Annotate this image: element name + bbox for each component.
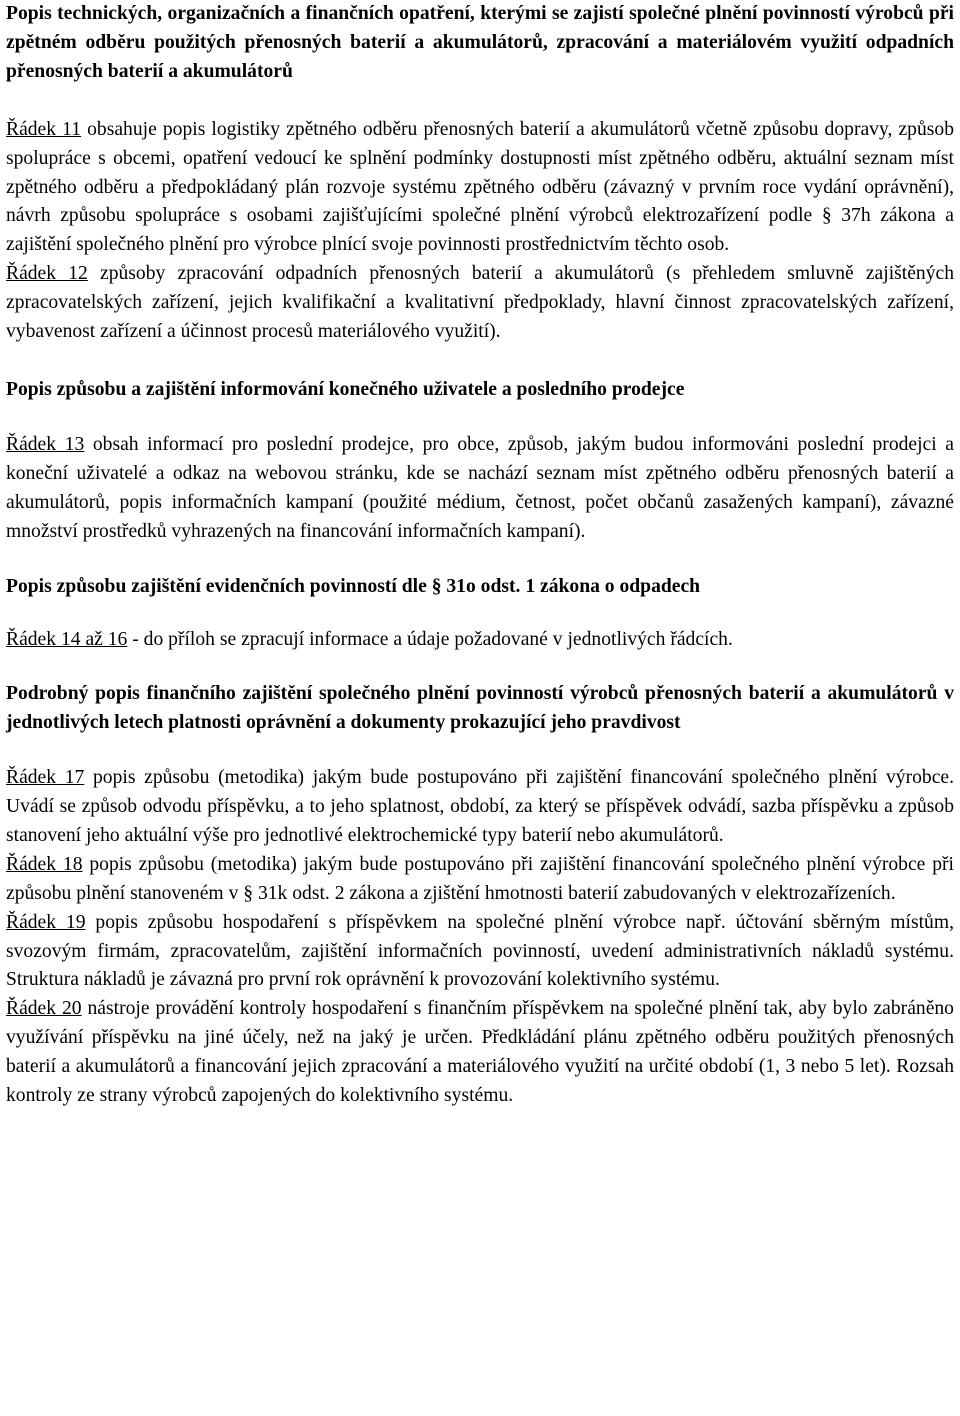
row-13-paragraph [6,431,954,547]
row-12-label: Řádek 12 [6,263,88,285]
row-18-paragraph [6,851,954,909]
row-20-text: nástroje provádění kontroly hospodaření s finančním příspěvkem na společné plnění tak, aby bylo zabráněno využívání příspěvku na jiné účely, než na jaký je určen. Předkládání plánu zpětného odběru použitých přenosných baterií a akumulátorů a financování jejich zpracování a materiálového využití na určité období (1, 3 nebo 5 let). Rozsah kontroly ze strany výrobců zapojených do kolektivního systému. [6,998,954,1107]
row-11-paragraph [6,116,954,261]
row-19-paragraph [6,909,954,996]
row-18-text: popis způsobu (metodika) jakým bude postupováno při zajištění financování společného plnění výrobce při způsobu plnění stanoveném v § 31k odst. 2 zákona a zjištění hmotnosti baterií zabudovaných v elektrozařízeních. [6,853,954,904]
spacer [6,601,954,626]
section-heading-financial: Podrobný popis finančního zajištění společného plnění povinností výrobců přenosných baterií a akumulátorů v jednotlivých letech platnosti oprávnění a dokumenty prokazující jeho pravdivost [6,683,954,734]
row-20-label: Řádek 20 [6,998,82,1020]
spacer [6,655,954,680]
row-13-label: Řádek 13 [6,433,85,455]
section-heading-records: Popis způsobu zajištění evidenčních povinností dle § 31o odst. 1 zákona o odpadech [6,575,701,597]
row-11-label: Řádek 11 [6,118,82,140]
row-13-text: obsah informací pro poslední prodejce, pro obce, způsob, jakým budou informováni poslední prodejci a koneční uživatelé a odkaz na webovou stránku, kde se nachází seznam míst zpětného odběru přenosných baterií a akumulátorů, popis informačních kampaní (použité médium, četnost, počet občanů zasažených kampaní), závazné množství prostředků vyhrazených na financování informačních kampaní). [6,433,954,542]
row-14-16-paragraph [6,626,954,655]
row-14-16-label: Řádek 14 až 16 [6,629,128,651]
row-12-text: způsoby zpracování odpadních přenosných baterií a akumulátorů (s přehledem smluvně zajištěných zpracovatelských zařízení, jejich kvalifikační a kvalitativní předpoklady, hlavní činnost zpracovatelských zařízení, vybavenost zařízení a účinnost procesů materiálového využití). [6,263,954,343]
spacer [6,405,954,431]
section-heading-technical-measures: Popis technických, organizačních a finančních opatření, kterými se zajistí společné plnění povinností výrobců při zpětném odběru použitých přenosných baterií a akumulátorů, zpracování a materiálovém využití odpadních přenosných baterií a akumulátorů [6,3,954,82]
row-14-16-text: - do příloh se zpracují informace a údaje požadované v jednotlivých řádcích. [127,629,733,651]
row-18-label: Řádek 18 [6,853,83,875]
row-11-text: obsahuje popis logistiky zpětného odběru přenosných baterií a akumulátorů včetně způsobu dopravy, způsob spolupráce s obcemi, opatření vedoucí ke splnění podmínky dostupnosti míst zpětného odběru, aktuální seznam míst zpětného odběru a předpokládaný plán rozvoje systému zpětného odběru (závazný v prvním roce vydání oprávnění), návrh způsobu spolupráce s osobami zajišťujícími společné plnění výrobců elektrozařízení podle § 37h zákona a zajištění společného plnění pro výrobce plnící svoje povinnosti prostřednictvím těchto osob. [6,118,954,256]
row-19-label: Řádek 19 [6,911,86,933]
spacer [6,347,954,376]
row-19-text: popis způsobu hospodaření s příspěvkem na společné plnění výrobce např. účtování sběrným místům, svozovým firmám, zpracovatelům, zajištění informačních povinností, uvedení administrativních nákladů systému. Struktura nákladů je závazná pro první rok oprávnění k provozování kolektivního systému. [6,911,954,991]
spacer [6,87,954,116]
row-17-label: Řádek 17 [6,767,85,789]
row-17-text: popis způsobu (metodika) jakým bude postupováno při zajištění financování společného plnění výrobce. Uvádí se způsob odvodu příspěvku, a to jeho splatnost, období, za který se příspěvek odvádí, sazba příspěvku a způsob stanovení jeho aktuální výše pro jednotlivé elektrochemické typy baterií nebo akumulátorů. [6,767,954,846]
spacer [6,738,954,764]
spacer [6,547,954,573]
row-12-paragraph [6,260,954,347]
section-heading-informing: Popis způsobu a zajištění informování konečného uživatele a posledního prodejce [6,378,685,400]
row-20-paragraph [6,995,954,1111]
row-17-paragraph [6,764,954,851]
